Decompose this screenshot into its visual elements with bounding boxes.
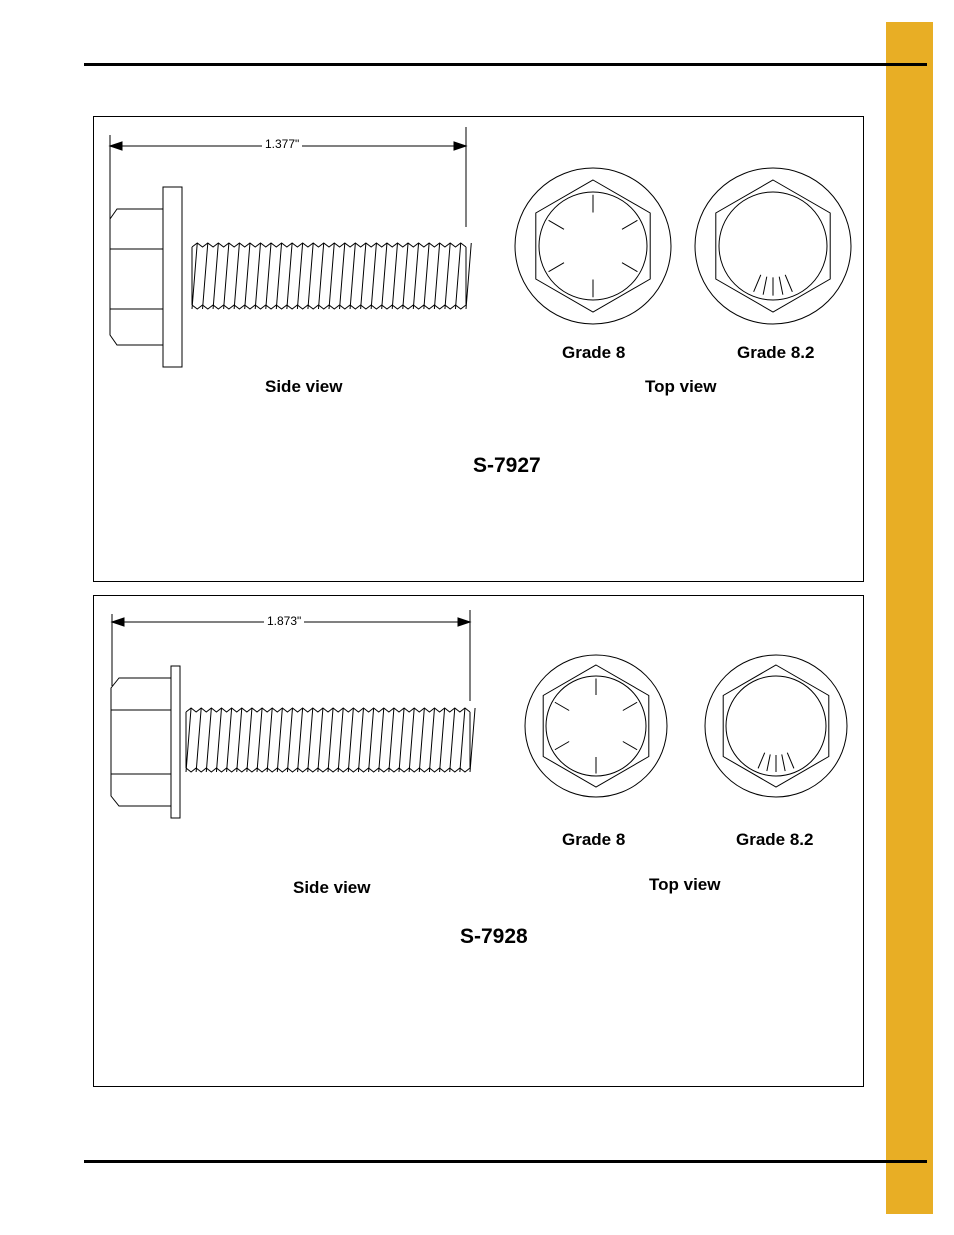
dimension-arrow-right [458, 618, 470, 626]
part-number: S-7927 [473, 454, 541, 477]
bolt-head [111, 666, 180, 818]
bolt-top-views [515, 168, 851, 324]
bolt-head [110, 187, 182, 367]
grade-8-2-label: Grade 8.2 [736, 830, 814, 849]
length-dimension: 1.873" [264, 614, 304, 628]
dimension-arrow-right [454, 142, 466, 150]
dimension-arrow-left [112, 618, 124, 626]
bolt-threads [192, 243, 471, 309]
top-view-label: Top view [645, 377, 717, 396]
bolt-panel-s7928 [93, 595, 864, 1087]
bolt-threads [186, 708, 475, 772]
part-number: S-7928 [460, 925, 528, 948]
footer-rule [84, 1160, 927, 1163]
grade-8-label: Grade 8 [562, 830, 626, 849]
side-view-label: Side view [265, 377, 343, 396]
bolt-panel-s7927 [93, 116, 864, 582]
grade-8-2-label: Grade 8.2 [737, 343, 815, 362]
chapter-side-tab [886, 22, 933, 1214]
side-view-label: Side view [293, 878, 371, 897]
bolt-top-views [525, 655, 847, 797]
grade-8-label: Grade 8 [562, 343, 626, 362]
header-rule [84, 63, 927, 66]
top-view-label: Top view [649, 875, 721, 894]
length-dimension: 1.377" [262, 137, 302, 151]
dimension-arrow-left [110, 142, 122, 150]
